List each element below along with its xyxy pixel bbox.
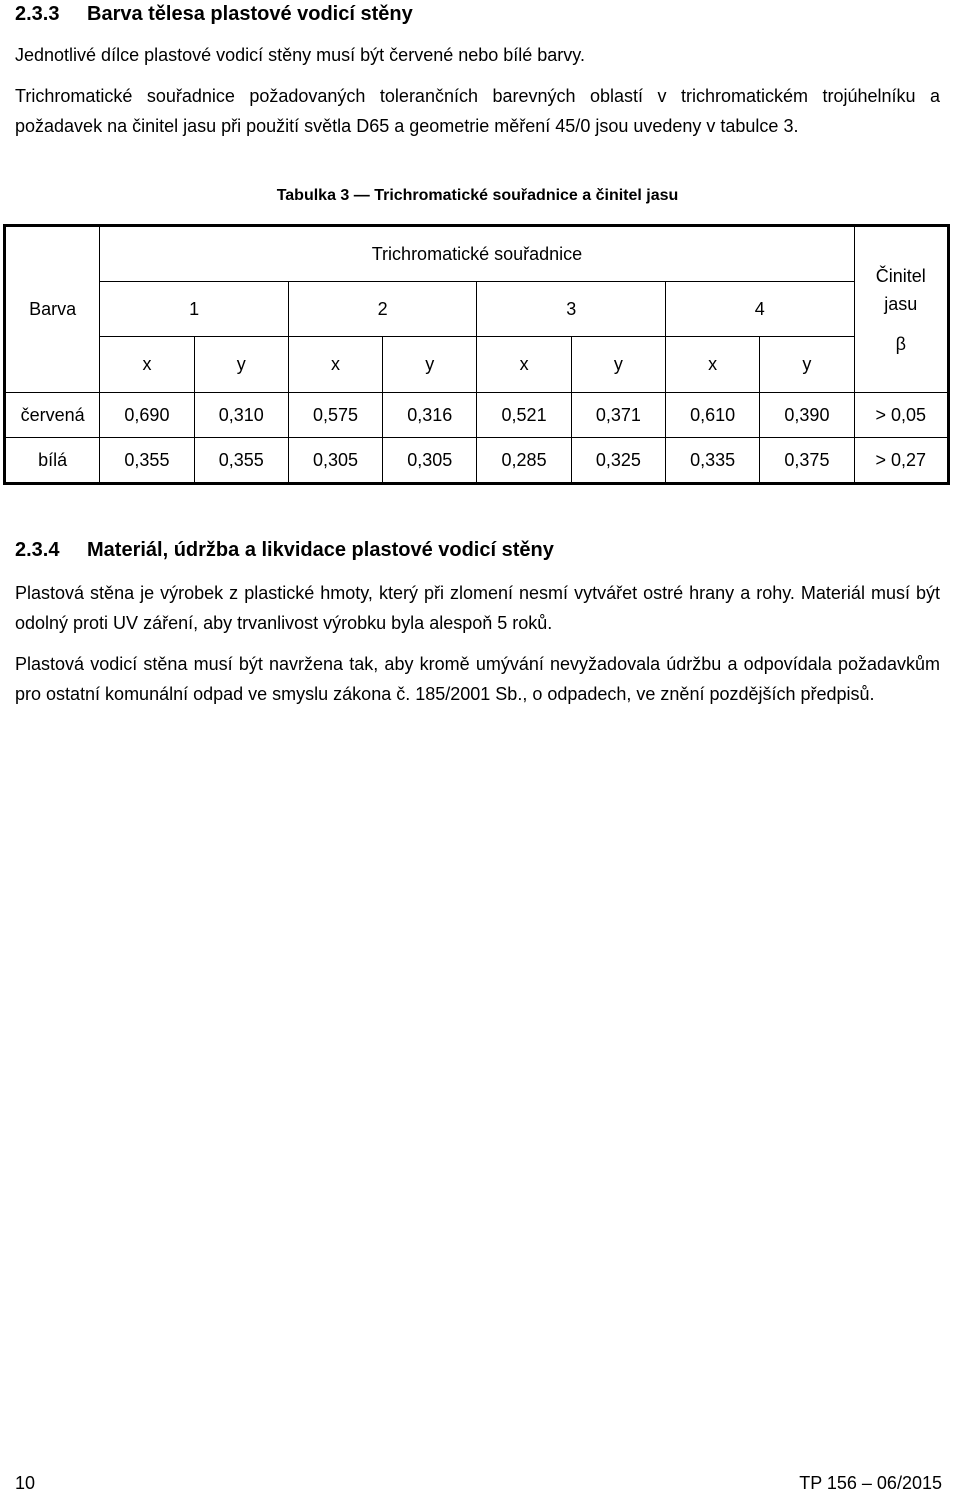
value-cell: 0,325 xyxy=(571,438,665,484)
value-cell: 0,355 xyxy=(100,438,194,484)
header-luminance-factor xyxy=(854,226,948,393)
table-row xyxy=(5,393,949,438)
table-caption: Tabulka 3 — Trichromatické souřadnice a činitel jasu xyxy=(276,187,679,204)
section-heading-2-3-4 xyxy=(15,538,554,562)
value-cell: 0,390 xyxy=(760,393,854,438)
paragraph: Jednotlivé dílce plastové vodicí stěny musí být červené nebo bílé barvy. xyxy=(15,45,585,65)
header-axis: x xyxy=(100,337,194,393)
paragraph: Plastová stěna je výrobek z plastické hmoty, který při zlomení nesmí vytvářet ostré hrany a rohy. Materiál musí být odolný proti UV záření, aby trvanlivost výrobku byla alespoň 5 roků. xyxy=(15,583,940,633)
document-id: TP 156 – 06/2015 xyxy=(799,1473,942,1493)
header-point: 1 xyxy=(100,282,289,337)
header-axis: x xyxy=(665,337,759,393)
value-cell: 0,305 xyxy=(383,438,477,484)
header-axis: x xyxy=(477,337,571,393)
section-title: Materiál, údržba a likvidace plastové vodicí stěny xyxy=(87,539,554,561)
paragraph: Trichromatické souřadnice požadovaných tolerančních barevných oblastí v trichromatickém trojúhelníku a požadavek na činitel jasu při použití světla D65 a geometrie měření 45/0 jsou uvedeny v tabulce 3. xyxy=(15,86,940,136)
table-row xyxy=(5,438,949,484)
color-cell: červená xyxy=(5,393,100,438)
section-heading-2-3-3 xyxy=(15,2,413,26)
header-point: 4 xyxy=(665,282,854,337)
value-cell: 0,285 xyxy=(477,438,571,484)
beta-cell: > 0,05 xyxy=(854,393,948,438)
header-axis: y xyxy=(383,337,477,393)
value-cell: 0,575 xyxy=(288,393,382,438)
section-number: 2.3.3 xyxy=(15,3,60,25)
header-coordinates: Trichromatické souřadnice xyxy=(100,226,854,282)
color-cell: bílá xyxy=(5,438,100,484)
value-cell: 0,305 xyxy=(288,438,382,484)
paragraph: Plastová vodicí stěna musí být navržena tak, aby kromě umývání nevyžadovala údržbu a odpovídala požadavkům pro ostatní komunální odpad ve smyslu zákona č. 185/2001 Sb., o odpadech, ve znění pozdějších předpisů. xyxy=(15,654,940,704)
beta-cell: > 0,27 xyxy=(854,438,948,484)
header-beta: β xyxy=(895,333,906,354)
value-cell: 0,371 xyxy=(571,393,665,438)
header-luminance-line2: jasu xyxy=(884,293,918,314)
section-title: Barva tělesa plastové vodicí stěny xyxy=(87,3,413,25)
value-cell: 0,690 xyxy=(100,393,194,438)
header-barva: Barva xyxy=(5,226,100,393)
header-axis: y xyxy=(571,337,665,393)
header-point: 3 xyxy=(477,282,666,337)
value-cell: 0,375 xyxy=(760,438,854,484)
value-cell: 0,355 xyxy=(194,438,288,484)
value-cell: 0,521 xyxy=(477,393,571,438)
header-axis: y xyxy=(760,337,854,393)
trichromatic-table xyxy=(3,224,950,485)
header-point: 2 xyxy=(288,282,477,337)
header-axis: y xyxy=(194,337,288,393)
page-number: 10 xyxy=(15,1473,36,1493)
value-cell: 0,335 xyxy=(665,438,759,484)
value-cell: 0,310 xyxy=(194,393,288,438)
header-axis: x xyxy=(288,337,382,393)
value-cell: 0,610 xyxy=(665,393,759,438)
section-number: 2.3.4 xyxy=(15,539,60,561)
value-cell: 0,316 xyxy=(383,393,477,438)
header-luminance-line1: Činitel xyxy=(875,265,926,286)
